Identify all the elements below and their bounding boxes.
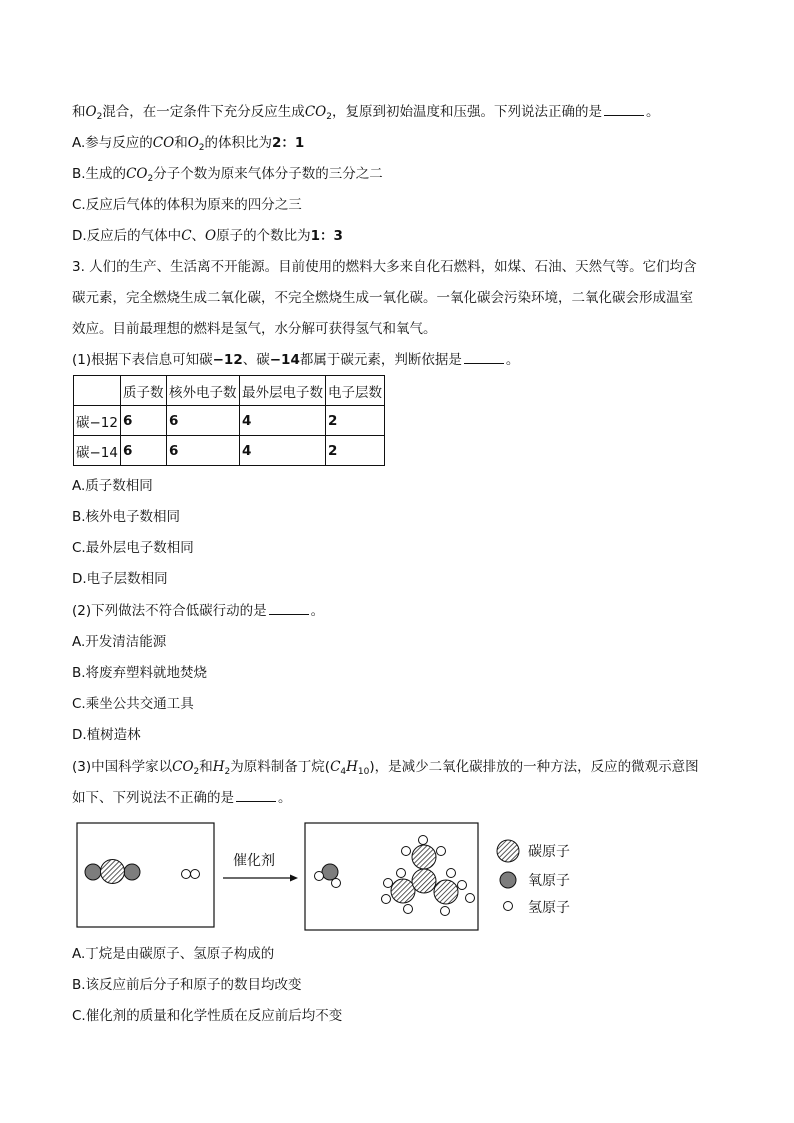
table-header-cell: 电子层数 — [326, 376, 385, 406]
legend-carbon-icon — [497, 840, 519, 862]
q3-sub3-option-c[interactable]: C.催化剂的质量和化学性质在反应前后均不变 — [72, 1008, 343, 1024]
q3-sub1-option-d[interactable]: D.电子层数相同 — [72, 571, 168, 587]
table-header-row — [74, 376, 385, 406]
answer-blank[interactable] — [604, 103, 644, 116]
q3-intro-line-1: 3. 人们的生产、生活离不开能源。目前使用的燃料大多来自化石燃料，如煤、石油、天然气等。它们均含 — [72, 259, 697, 275]
table-cell-name: 碳−14 — [74, 436, 121, 466]
q2-option-d[interactable]: D.反应后的气体中C、O原子的个数比为1：3 — [72, 228, 343, 244]
catalyst-label: 催化剂 — [233, 853, 275, 869]
q3-sub1-stem: (1)根据下表信息可知碳−12、碳−14都属于碳元素，判断依据是 。 — [72, 352, 520, 368]
q3-intro-line-2: 碳元素，完全燃烧生成二氧化碳，不完全燃烧生成一氧化碳。一氧化碳会污染环境，二氧化碳会形成温室 — [72, 290, 693, 306]
q3-sub3-stem: (3)中国科学家以$CO_2$和$H_2$为原料制备丁烷$(C_4H_{10})$，是减少二氧化碳排放的一种方法，反应的微观示意图 — [72, 759, 699, 777]
q3-sub2-option-a[interactable]: A.开发清洁能源 — [72, 634, 167, 650]
water-molecule — [315, 864, 341, 888]
reaction-diagram — [0, 815, 794, 940]
table-cell: 2 — [326, 406, 385, 436]
table-cell: 4 — [240, 406, 326, 436]
table-cell-name: 碳−12 — [74, 406, 121, 436]
co2-molecule — [85, 860, 140, 884]
table-row — [74, 406, 385, 436]
butane-molecule — [382, 836, 475, 916]
h2-molecule — [182, 870, 200, 879]
table-cell: 2 — [326, 436, 385, 466]
q3-sub1-option-c[interactable]: C.最外层电子数相同 — [72, 540, 194, 556]
q3-sub2-stem: (2)下列做法不符合低碳行动的是 。 — [72, 603, 325, 619]
table-cell: 6 — [121, 406, 167, 436]
legend — [497, 840, 570, 916]
q3-sub3-option-a[interactable]: A.丁烷是由碳原子、氢原子构成的 — [72, 946, 275, 962]
table-cell: 6 — [121, 436, 167, 466]
carbon-isotope-table — [73, 375, 385, 466]
q2-option-b[interactable]: B.生成的$CO_2$分子个数为原来气体分子数的三分之二 — [72, 166, 383, 184]
legend-hydrogen-label: 氢原子 — [528, 900, 570, 916]
answer-blank[interactable] — [464, 351, 504, 364]
table-header-cell: 最外层电子数 — [240, 376, 326, 406]
answer-blank[interactable] — [236, 789, 276, 802]
q3-sub3-option-b[interactable]: B.该反应前后分子和原子的数目均改变 — [72, 977, 302, 993]
table-row — [74, 436, 385, 466]
legend-hydrogen-icon — [504, 902, 513, 911]
legend-carbon-label: 碳原子 — [528, 844, 570, 860]
q3-sub2-option-c[interactable]: C.乘坐公共交通工具 — [72, 696, 194, 712]
q2-option-a[interactable]: A.参与反应的CO和$O_2$的体积比为2：1 — [72, 135, 305, 153]
q3-sub1-option-b[interactable]: B.核外电子数相同 — [72, 509, 181, 525]
table-cell: 4 — [240, 436, 326, 466]
q2-option-c[interactable]: C.反应后气体的体积为原来的四分之三 — [72, 197, 302, 213]
table-header-cell: 质子数 — [121, 376, 167, 406]
q2-stem: 和$O_2$混合，在一定条件下充分反应生成$CO_2$，复原到初始温度和压强。下列说法正确的是 。 — [72, 104, 660, 122]
table-cell: 6 — [167, 406, 240, 436]
q3-sub1-option-a[interactable]: A.质子数相同 — [72, 478, 153, 494]
answer-blank[interactable] — [269, 602, 309, 615]
q3-sub2-option-b[interactable]: B.将废弃塑料就地焚烧 — [72, 665, 208, 681]
q3-sub3-stem-line-2: 如下、下列说法不正确的是 。 — [72, 790, 292, 806]
reaction-arrow — [223, 875, 298, 882]
q3-sub2-option-d[interactable]: D.植树造林 — [72, 727, 141, 743]
table-header-cell: 核外电子数 — [167, 376, 240, 406]
table-cell: 6 — [167, 436, 240, 466]
table-header-cell — [74, 376, 121, 406]
legend-oxygen-label: 氧原子 — [528, 873, 570, 889]
q3-intro-line-3: 效应。目前最理想的燃料是氢气，水分解可获得氢气和氧气。 — [72, 321, 437, 337]
legend-oxygen-icon — [500, 872, 516, 888]
